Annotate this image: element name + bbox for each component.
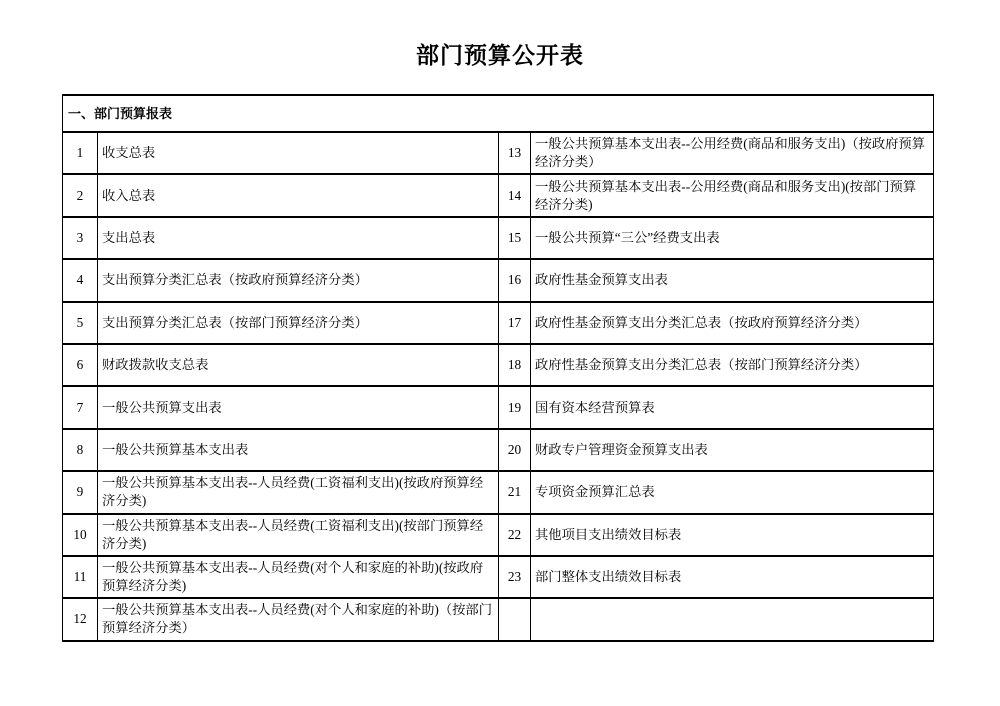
row-number-cell: 11: [63, 556, 98, 598]
row-number-cell: 6: [63, 344, 98, 386]
report-name-cell: 专项资金预算汇总表: [531, 471, 934, 513]
row-number-cell: 12: [63, 598, 98, 640]
report-name-cell: 其他项目支出绩效目标表: [531, 514, 934, 556]
report-name-cell: 收入总表: [98, 174, 499, 216]
report-name-cell: 政府性基金预算支出分类汇总表（按部门预算经济分类）: [531, 344, 934, 386]
row-number-cell: [499, 598, 531, 640]
row-number-cell: 3: [63, 217, 98, 259]
report-name-cell: 财政专户管理资金预算支出表: [531, 429, 934, 471]
report-name-cell: 国有资本经营预算表: [531, 386, 934, 428]
report-name-cell: [531, 598, 934, 640]
report-name-cell: 一般公共预算支出表: [98, 386, 499, 428]
row-number-cell: 16: [499, 259, 531, 301]
row-number-cell: 7: [63, 386, 98, 428]
row-number-cell: 2: [63, 174, 98, 216]
report-name-cell: 一般公共预算基本支出表--公用经费(商品和服务支出)（按政府预算经济分类）: [531, 132, 934, 174]
row-number-cell: 22: [499, 514, 531, 556]
report-name-cell: 一般公共预算基本支出表: [98, 429, 499, 471]
report-name-cell: 支出预算分类汇总表（按政府预算经济分类）: [98, 259, 499, 301]
row-number-cell: 18: [499, 344, 531, 386]
report-name-cell: 支出预算分类汇总表（按部门预算经济分类）: [98, 302, 499, 344]
report-name-cell: 一般公共预算基本支出表--人员经费(对个人和家庭的补助)（按部门预算经济分类）: [98, 598, 499, 640]
report-name-cell: 政府性基金预算支出分类汇总表（按政府预算经济分类）: [531, 302, 934, 344]
row-number-cell: 23: [499, 556, 531, 598]
report-name-cell: 政府性基金预算支出表: [531, 259, 934, 301]
table-row: [63, 386, 934, 428]
table-row: [63, 598, 934, 640]
row-number-cell: 1: [63, 132, 98, 174]
row-number-cell: 17: [499, 302, 531, 344]
row-number-cell: 4: [63, 259, 98, 301]
table-row: [63, 514, 934, 556]
report-name-cell: 收支总表: [98, 132, 499, 174]
row-number-cell: 19: [499, 386, 531, 428]
section-header-row: [63, 95, 934, 132]
report-name-cell: 一般公共预算基本支出表--人员经费(对个人和家庭的补助)(按政府预算经济分类): [98, 556, 499, 598]
report-name-cell: 一般公共预算基本支出表--人员经费(工资福利支出)(按政府预算经济分类): [98, 471, 499, 513]
page-title: 部门预算公开表: [416, 43, 584, 68]
row-number-cell: 8: [63, 429, 98, 471]
row-number-cell: 13: [499, 132, 531, 174]
table-row: [63, 344, 934, 386]
table-row: [63, 259, 934, 301]
table-row: [63, 302, 934, 344]
table-row: [63, 471, 934, 513]
budget-report-table: [62, 94, 934, 642]
table-row: [63, 217, 934, 259]
row-number-cell: 20: [499, 429, 531, 471]
table-row: [63, 132, 934, 174]
table-row: [63, 174, 934, 216]
report-name-cell: 部门整体支出绩效目标表: [531, 556, 934, 598]
row-number-cell: 10: [63, 514, 98, 556]
report-name-cell: 一般公共预算“三公”经费支出表: [531, 217, 934, 259]
report-name-cell: 一般公共预算基本支出表--人员经费(工资福利支出)(按部门预算经济分类): [98, 514, 499, 556]
row-number-cell: 9: [63, 471, 98, 513]
table-row: [63, 556, 934, 598]
row-number-cell: 14: [499, 174, 531, 216]
report-name-cell: 财政拨款收支总表: [98, 344, 499, 386]
row-number-cell: 15: [499, 217, 531, 259]
row-number-cell: 5: [63, 302, 98, 344]
table-row: [63, 429, 934, 471]
report-name-cell: 支出总表: [98, 217, 499, 259]
row-number-cell: 21: [499, 471, 531, 513]
section-header: 一、部门预算报表: [63, 95, 934, 132]
report-name-cell: 一般公共预算基本支出表--公用经费(商品和服务支出)(按部门预算经济分类): [531, 174, 934, 216]
